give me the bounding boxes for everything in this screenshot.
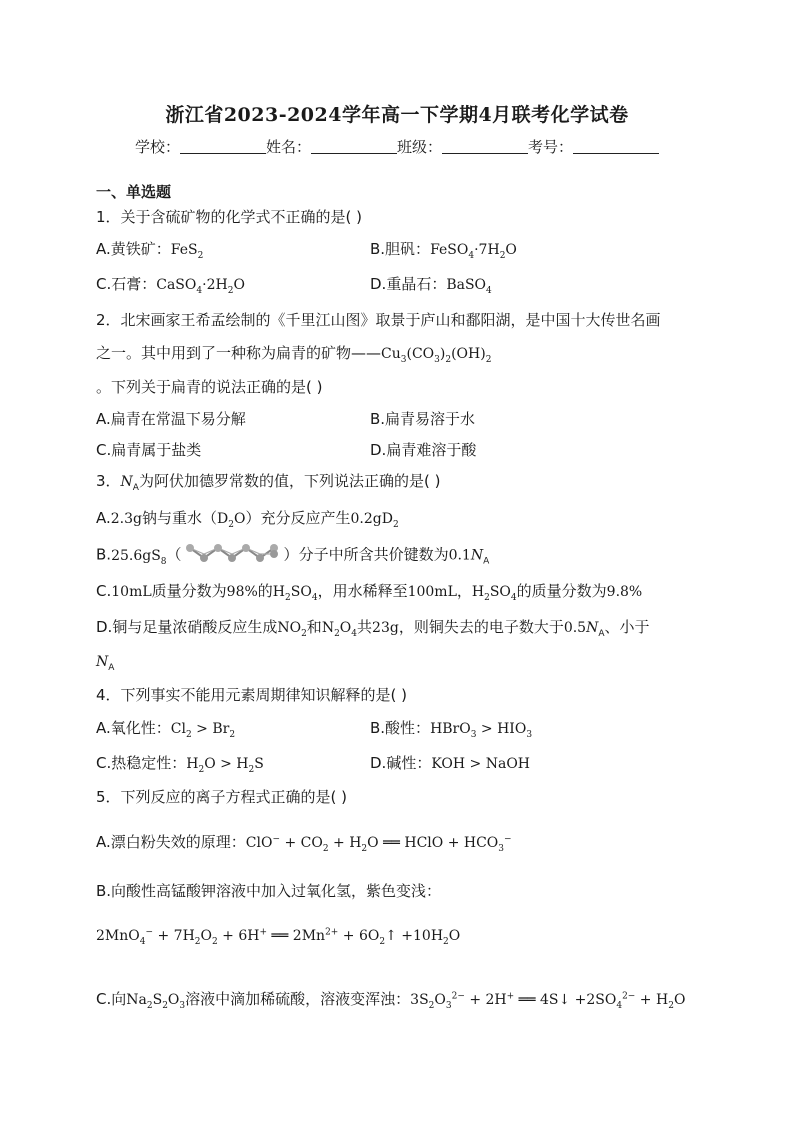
q1-option-b[interactable]: B.胆矾：$FeSO_4\cdot 7H_2O$ [370, 240, 517, 261]
q1-option-d[interactable]: D.重晶石：BaSO$_4$ [370, 275, 492, 296]
q5-option-c[interactable]: C.向$Na_2S_2O_3$溶液中滴加稀硫酸，溶液变浑浊：$3S_2O_3^{2-} + 2H^+$ ══ 4S↓ $+2SO_4^{2-} + H_2O$ [96, 990, 686, 1011]
exam-no-blank[interactable] [573, 139, 659, 154]
q4-option-c[interactable]: C.热稳定性：$H_2O > H_2S$ [96, 754, 264, 775]
class-blank[interactable] [442, 139, 528, 154]
q2-option-c[interactable]: C.扁青属于盐类 [96, 441, 202, 459]
q3-option-d[interactable]: D.铜与足量浓硝酸反应生成$NO_2$和$N_2O_4$共23g，则铜失去的电子数大于$0.5N_A$、小于 [96, 618, 650, 639]
school-label: 学校： [134, 138, 180, 156]
name-label: 姓名： [265, 138, 311, 156]
q1-option-c[interactable]: C.石膏：$CaSO_4\cdot 2H_2O$ [96, 275, 245, 296]
name-blank[interactable] [311, 139, 397, 154]
q1-option-a[interactable]: A.黄铁矿：FeS$_2$ [96, 240, 204, 261]
class-label: 班级： [397, 138, 443, 156]
page-title: 浙江省2023-2024学年高一下学期4月联考化学试卷 [165, 104, 629, 126]
q3-stem: 3．$N_A$为阿伏加德罗常数的值，下列说法正确的是( ) [96, 472, 441, 493]
q2-option-b[interactable]: B.扁青易溶于水 [370, 410, 476, 428]
q2-stem-line1: 2．北宋画家王希孟绘制的《千里江山图》取景于庐山和鄱阳湖，是中国十大传世名画 [96, 311, 661, 329]
q3-option-a[interactable]: A.2.3g钠与重水$(D_2O)$充分反应产生$0.2gD_2$ [96, 509, 399, 530]
q2-stem-line3: 。下列关于扁青的说法正确的是( ) [96, 378, 323, 396]
q5-option-b[interactable]: B.向酸性高锰酸钾溶液中加入过氧化氢，紫色变浅： [96, 882, 442, 900]
q2-stem-line2: 之一。其中用到了一种称为扁青的矿物$——Cu_3(CO_3)_2(OH)_2$ [96, 344, 492, 365]
exam-no-label: 考号： [528, 138, 574, 156]
q3-option-c[interactable]: C.10mL质量分数为98%的$H_2SO_4$，用水稀释至100mL，$H_2SO_4$的质量分数为9.8% [96, 582, 643, 603]
q3-option-d-cont: $N_A$ [96, 654, 115, 673]
section-heading: 一、单选题 [96, 183, 172, 201]
school-blank[interactable] [180, 139, 266, 154]
q5-option-b-equation: $2MnO_4^- + 7H_2O_2 + 6H^+$ ══ $2Mn^{2+}$ + $6O_2↑ +10H_2O$ [96, 927, 461, 947]
q4-option-b[interactable]: B.酸性：HBrO$_3$ > $HIO_3$ [370, 719, 533, 740]
q4-option-a[interactable]: A.氧化性：$Cl_2 > Br_2$ [96, 719, 236, 740]
q2-option-a[interactable]: A.扁青在常温下易分解 [96, 410, 246, 428]
q1-stem: 1．关于含硫矿物的化学式不正确的是( ) [96, 208, 363, 226]
q3-option-b[interactable]: $B.25.6gS_8$（ ）分子中所含共价键数为$0.1N_A$ [96, 542, 489, 568]
student-info-row [0, 136, 794, 157]
s8-molecule-icon [184, 542, 282, 568]
q5-stem: 5．下列反应的离子方程式正确的是( ) [96, 788, 348, 806]
q2-option-d[interactable]: D.扁青难溶于酸 [370, 441, 477, 459]
q4-option-d[interactable]: D.碱性：KOH > NaOH [370, 754, 531, 772]
q4-stem: 4．下列事实不能用元素周期律知识解释的是( ) [96, 686, 408, 704]
q5-option-a[interactable]: A.漂白粉失效的原理：$ClO^- + CO_2 + H_2O$ ══ HClO + $HCO_3^-$ [96, 833, 512, 854]
